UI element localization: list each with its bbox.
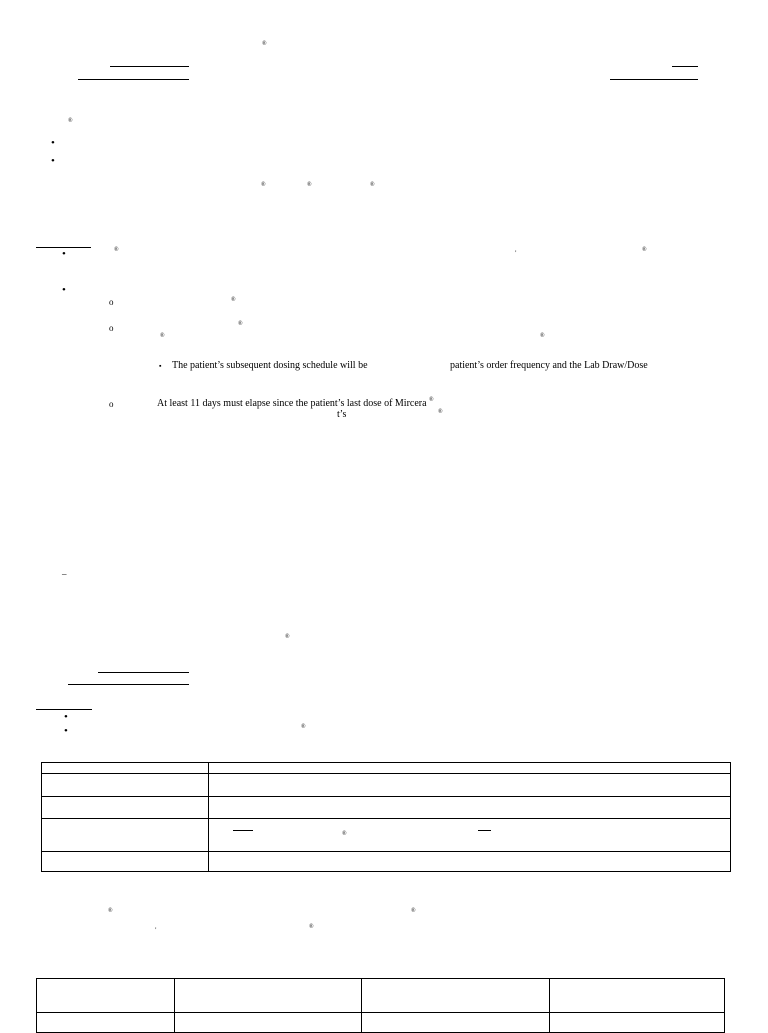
registered-mark: ® (285, 634, 290, 640)
table-row (42, 819, 731, 852)
bullet-icon: • (62, 284, 66, 296)
registered-mark: ® (411, 908, 416, 914)
table-row (37, 1013, 725, 1033)
table-cell (362, 1013, 550, 1033)
table-row (37, 979, 725, 1013)
registered-mark: ® (370, 182, 375, 188)
elapse-note: At least 11 days must elapse since the patient’s last dose of Mircera (157, 398, 427, 409)
registered-mark: ® (309, 924, 314, 930)
registered-mark: ® (114, 247, 119, 253)
registered-mark: ® (540, 333, 545, 339)
table-cell (42, 819, 209, 852)
table-row (42, 763, 731, 774)
elapse-note-suffix: t’s (337, 409, 347, 420)
registered-mark: ® (438, 409, 443, 415)
square-bullet-icon: ▪ (159, 362, 162, 370)
dosing-table (36, 978, 725, 1033)
registered-mark: ® (231, 297, 236, 303)
sub-bullet-icon: o (109, 323, 114, 333)
registered-mark: ® (342, 831, 347, 837)
table-cell (37, 979, 175, 1013)
sub-bullet-icon: o (109, 399, 114, 409)
table-row (42, 797, 731, 819)
table-row (42, 774, 731, 797)
info-table (41, 762, 731, 872)
bullet-icon: • (51, 155, 55, 167)
table-cell (175, 1013, 362, 1033)
table-cell (209, 797, 731, 819)
registered-mark: ® (68, 118, 73, 124)
bullet-icon: • (51, 137, 55, 149)
bullet-icon: • (64, 711, 68, 723)
dash-mark: – (62, 569, 67, 579)
table-cell (550, 979, 725, 1013)
table-cell (209, 852, 731, 872)
registered-mark: ® (261, 182, 266, 188)
underline-rule (672, 66, 698, 67)
comma-mark: , (155, 924, 157, 930)
bullet-icon: • (64, 725, 68, 737)
table-cell (209, 774, 731, 797)
table-cell (550, 1013, 725, 1033)
table-cell (209, 763, 731, 774)
table-cell (42, 797, 209, 819)
schedule-note-right: patient’s order frequency and the Lab Draw/Dose (450, 360, 648, 371)
underline-rule (610, 79, 698, 80)
section-heading-underline (36, 709, 92, 710)
underline-rule (68, 684, 189, 685)
registered-mark: ® (307, 182, 312, 188)
registered-mark: ® (429, 397, 434, 403)
bullet-icon: • (62, 248, 66, 260)
underline-rule (110, 66, 189, 67)
table-cell (42, 774, 209, 797)
table-cell (209, 819, 731, 852)
table-cell (42, 852, 209, 872)
underline-rule (98, 672, 189, 673)
registered-mark: ® (642, 247, 647, 253)
underline-rule (233, 830, 253, 831)
sub-bullet-icon: o (109, 297, 114, 307)
table-cell (362, 979, 550, 1013)
registered-mark: ® (108, 908, 113, 914)
registered-mark: ® (238, 321, 243, 327)
table-cell (175, 979, 362, 1013)
underline-rule (78, 79, 189, 80)
table-row (42, 852, 731, 872)
schedule-note-left: The patient’s subsequent dosing schedule will be (172, 360, 368, 371)
underline-rule (478, 830, 491, 831)
table-cell (42, 763, 209, 774)
registered-mark: ® (301, 724, 306, 730)
registered-mark: ® (262, 41, 267, 47)
registered-mark: ® (160, 333, 165, 339)
table-cell (37, 1013, 175, 1033)
comma-mark: , (515, 247, 517, 253)
